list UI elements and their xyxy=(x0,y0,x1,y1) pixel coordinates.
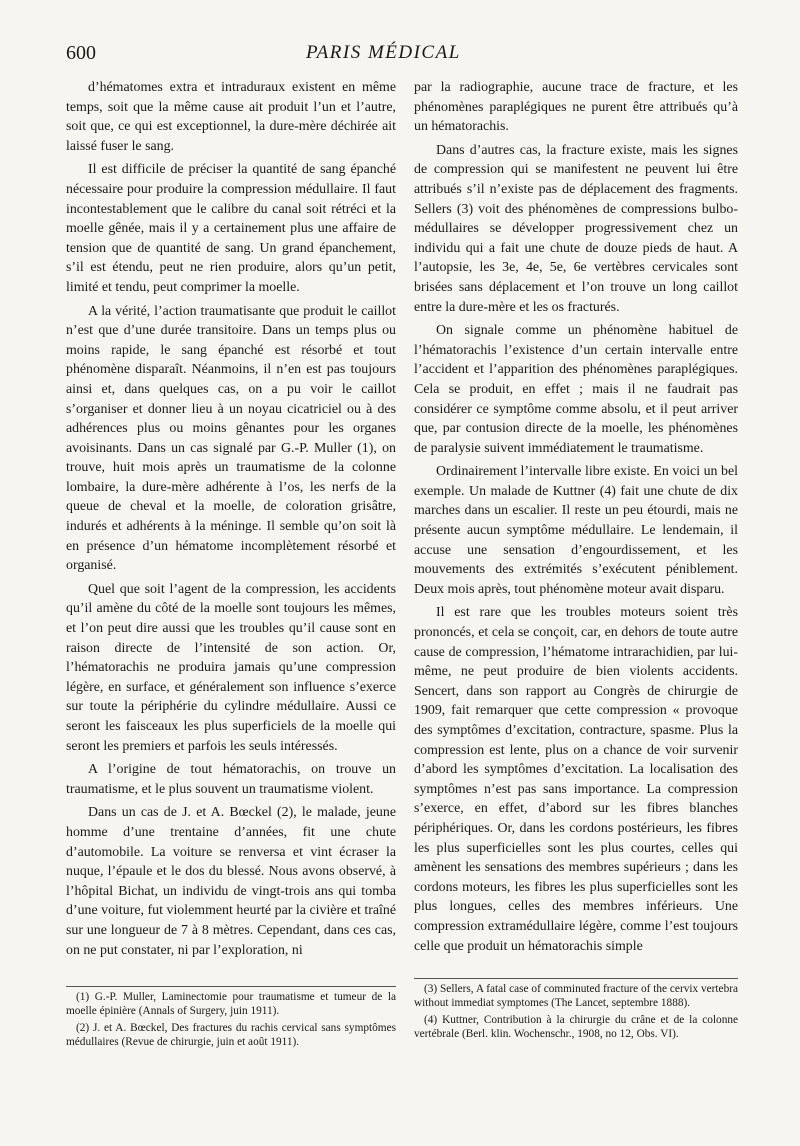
footnote: (4) Kuttner, Contribution à la chirurgie du crâne et de la colonne vertébrale (Berl. klin. Wochenschr., 1908, no 12, Obs. VI). xyxy=(414,1013,738,1041)
footnote-rule-left xyxy=(66,986,396,987)
footnote-rule-right xyxy=(414,978,738,979)
footnote: (3) Sellers, A fatal case of comminuted fracture of the cervix vertebra without immediat symptomes (The Lancet, septembre 1888). xyxy=(414,983,738,1010)
body-paragraph: On signale comme un phénomène habituel de l’hématorachis l’existence d’un certain intervalle entre l’accident et l’apparition des phénomènes paraplégiques. Cela se produit, en effet ; mais il ne faudrait pas considérer ce symptôme comme absolu, et il peut arriver que, par contusion directe de la moelle, les phénomènes de paralysie suivent immédiatement le traumatisme. xyxy=(414,323,738,456)
body-paragraph: A la vérité, l’action traumatisante que produit le caillot n’est que d’une durée transitoire. Dans un temps plus ou moins rapide, le sang épanché est résorbé et tout phénomène disparaît. Néanmoins, il n’en est pas toujours ainsi et, dans quelques cas, on a pu voir le caillot s’organiser et donner lieu à un noyau cicatriciel ou à des adhérences plus ou moins gênantes pour les organes avoisinants. Dans un cas signalé par G.-P. Muller (1), on trouve, huit mois après un traumatisme de la colonne lombaire, la dure-mère adhérente à l’os, les nerfs de la queue de cheval et la moelle, de coloration grisâtre, indurés et adhérents à la méninge. Il semble qu’on soit là en présence d’un hématome incomplètement résorbé et organisé. xyxy=(66,303,396,574)
body-paragraph: Dans un cas de J. et A. Bœckel (2), le malade, jeune homme d’une trentaine d’années, fit une chute d’automobile. La voiture se renversa et vint écraser la nuque, l’épaule et le dos du blessé. Nous avons observé, à l’hôpital Bichat, un individu de vingt-trois ans qui tomba d’une voiture, fut violemment heurté par la civière et traîné sur une longueur de 7 à 8 mètres. Cependant, dans ces cas, on ne put constater, ni par l’exploration, ni xyxy=(66,805,396,958)
footnote: (2) J. et A. Bœckel, Des fractures du rachis cervical sans symptômes médullaires (Revue de chirurgie, juin et août 1911). xyxy=(66,1021,396,1049)
page-header xyxy=(66,42,752,72)
body-paragraph: par la radiographie, aucune trace de fracture, et les phénomènes paraplégiques ne purent être attribués qu’à un hématorachis. xyxy=(414,80,738,135)
body-paragraph: Dans d’autres cas, la fracture existe, mais les signes de compression qui se manifestent ne peuvent lui être attribués s’il n’existe pas de déplacement des fragments. Sellers (3) voit des phénomènes de compressions bulbo-médullaires se développer progressivement chez un individu qui a fait une chute de douze pieds de haut. A l’autopsie, les 3e, 4e, 5e, 6e vertèbres cervicales sont brisées sans déplacement et l’on trouve un long caillot entre la dure-mère et les os fracturés. xyxy=(414,142,738,315)
body-paragraph: Il est difficile de préciser la quantité de sang épanché nécessaire pour produire la compression médullaire. Il faut incontestablement que le calibre du canal soit rétréci et la moelle gênée, mais il y a certainement plus une affaire de tension que de quantité de sang. Un grand épanchement, s’il est étendu, peut ne rien produire, alors qu’un petit, limité et tendu, peut comprimer la moelle. xyxy=(66,162,396,295)
body-paragraph: Quel que soit l’agent de la compression, les accidents qu’il amène du côté de la moelle sont toujours les mêmes, et l’on peut dire aussi que les troubles qu’il cause sont en raison directe de l’intensité de son action. Or, l’hématorachis ne produira jamais qu’une compression légère, en surface, et généralement son influence s’exerce sur toute la périphérie du cylindre médullaire. Aussi ce seront les faisceaux les plus superficiels de la moelle qui seront les premiers et parfois les seuls intéressés. xyxy=(66,581,396,754)
page-number: 600 xyxy=(66,42,96,64)
footnotes-left xyxy=(66,990,396,1050)
body-paragraph: Ordinairement l’intervalle libre existe. En voici un bel exemple. Un malade de Kuttner (4) fait une chute de dix marches dans un escalier. Il reste un peu étourdi, mais ne présente aucun symptôme médullaire. Le lendemain, il accuse une sensation d’engourdissement, et les mouvements des extrémités s’exécutent péniblement. Deux mois après, tout phénomène moteur avait disparu. xyxy=(414,464,738,597)
footnote: (1) G.-P. Muller, Laminectomie pour traumatisme et tumeur de la moelle épinière (Annals of Surgery, juin 1911). xyxy=(66,991,396,1018)
right-column xyxy=(414,78,738,956)
left-column xyxy=(66,78,396,960)
body-paragraph: d’hématomes extra et intraduraux existent en même temps, soit que la même cause ait produit l’un et l’autre, soit que, ce qui est exceptionnel, la dure-mère déchirée ait laissé fuser le sang. xyxy=(66,80,396,154)
running-title: PARIS MÉDICAL xyxy=(306,42,461,63)
body-paragraph: Il est rare que les troubles moteurs soient très prononcés, et cela se conçoit, car, en dehors de toute autre cause de compression, l’hématome intrarachidien, par lui-même, ne peut produire de bien violents accidents. Sencert, dans son rapport au Congrès de chirurgie de 1909, fait remarquer que cette compression « provoque des symptômes d’excitation, contracture, spasme. Plus la compression est lente, plus on a chance de voir survenir d’abord les symptômes d’excitation. La localisation des symptômes n’est pas sans importance. La compression s’exerce, en effet, d’abord sur les fibres blanches périphériques. Or, dans les cordons postérieurs, les fibres les plus superficielles sont les plus courtes, celles qui amènent les sensations des membres supérieurs ; dans les cordons moteurs, les fibres les plus superficielles sont les plus longues, celles des membres inférieurs. Une compression extramédullaire légère, comme l’est toujours celle que produit un hématorachis simple xyxy=(414,605,738,954)
body-paragraph: A l’origine de tout hématorachis, on trouve un traumatisme, et le plus souvent un traumatisme violent. xyxy=(66,762,396,797)
footnotes-right xyxy=(414,982,738,1042)
